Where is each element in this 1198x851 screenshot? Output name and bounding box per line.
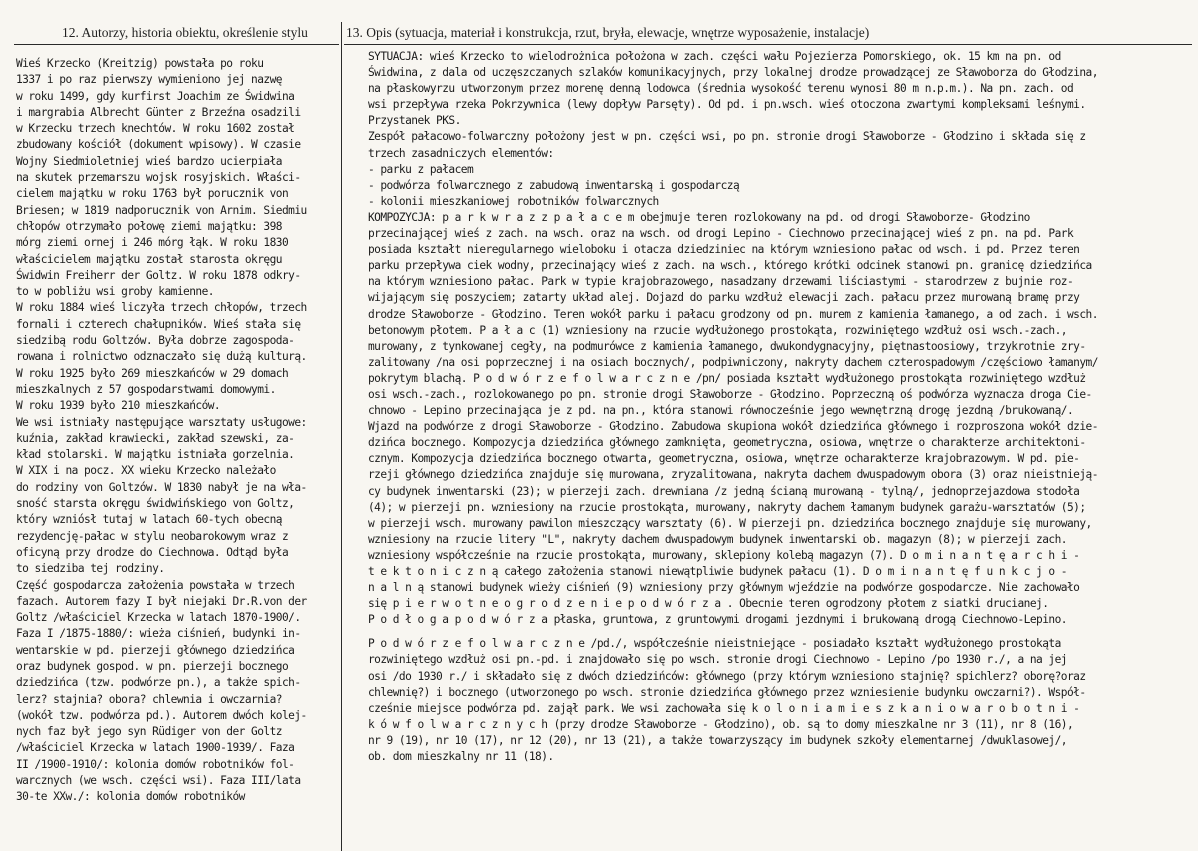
- text-line: rezydencję-pałac w stylu neobarokowym wraz z: [16, 529, 289, 543]
- history-paragraph: [16, 578, 338, 806]
- text-line: wsi przepływa rzeka Pokrzywnica (lewy dopływ Parsęty). Od pd. i pn.wsch. wieś otoczona zwartymi kompleksami leśnymi.: [368, 98, 1086, 112]
- text-line: fazach. Autorem fazy I był niejaki Dr.R.von der: [16, 594, 307, 608]
- text-line: Zespół pałacowo-folwarczny położony jest w pn. części wsi, po pn. stronie drogi Sławoborze - Głodzino i składa się z: [368, 130, 1086, 144]
- text-line: siedzibą rodu Goltzów. Była dobrze zagospoda-: [16, 334, 295, 348]
- text-line: cznym. Kompozycja dziedzińca bocznego otwarta, geometryczna, osiowa, wnętrze ocharakterze krajobrazowym. W pd. pie-: [368, 452, 1080, 466]
- text-line: trzech zasadniczych elementów:: [368, 146, 554, 160]
- text-line: w roku 1499, gdy kurfirst Joachim ze Świdwina: [16, 89, 295, 103]
- text-line: Wojny Siedmioletniej wieś bardzo ucierpiała: [16, 154, 282, 168]
- text-line: to siedziba tej rodziny.: [16, 562, 165, 576]
- left-column-header: 12. Autorzy, historia obiektu, określenie stylu: [62, 25, 308, 40]
- text-line: warcznych (we wsch. części wsi). Faza III/lata: [16, 774, 301, 788]
- text-line: cześnie miejsce podwórza pd. zajął park. We wsi zachowała się k o l o n i a m i e s z k a n i o w a r o b o t n i -: [368, 701, 1080, 715]
- text-line: /właściciel Krzecka w latach 1900-1939/. Faza: [16, 741, 295, 755]
- text-line: na skutek przemarszu wojsk rosyjskich. Właści-: [16, 171, 301, 185]
- text-line: sność starsta okręgu świdwińskiego von Goltz,: [16, 497, 295, 511]
- text-line: który wzniósł tutaj w latach 60-tych obecną: [16, 513, 282, 527]
- text-line: Część gospodarcza założenia powstała w trzech: [16, 578, 295, 592]
- text-line: nr 9 (19), nr 10 (17), nr 12 (20), nr 13 (21), a także towarzyszący im budynek szkoły elementarnej /dwuklasowej/,: [368, 733, 1067, 747]
- text-line: Świdwina, z dala od uczęszczanych szlaków komunikacyjnych, przy lokalnej drodze prowadzącej ze Sławoborza do Głodzina,: [368, 66, 1098, 80]
- text-line: wzniesiony na rzucie litery "L", nakryty dachem dwuspadowym budynek inwentarski ob. magazyn (8); w pierzeji zach.: [368, 532, 1067, 546]
- text-line: P o d w ó r z e f o l w a r c z n e /pd./, współcześnie nieistniejące - posiadało kształt wydłużonego prostokąta: [368, 637, 1061, 651]
- text-line: - podwórza folwarcznego z zabudową inwentarską i gospodarczą: [368, 178, 740, 192]
- text-line: II /1900-1910/: kolonia domów robotników fol-: [16, 757, 295, 771]
- history-paragraph: [16, 56, 338, 300]
- left-header-rule: [14, 44, 339, 45]
- text-line: P o d ł o g a p o d w ó r z a płaska, gruntowa, z gruntowymi drogami jezdnymi i brukowaną drogą Ciechnowo-Lepino.: [368, 613, 1067, 627]
- text-line: kład stolarski. W majątku istniała gorzelnia.: [16, 448, 295, 462]
- text-line: rzeji głównego dziedzińca znajduje się murowana, zryzalitowana, nakryta dachem dwuspadowym obora (3) oraz nieistnieją-: [368, 468, 1098, 482]
- history-text: [16, 56, 338, 806]
- text-line: w Krzecku trzech knechtów. W roku 1602 został: [16, 122, 295, 136]
- text-line: kuźnia, zakład krawiecki, zakład szewski, za-: [16, 431, 295, 445]
- text-line: to w pobliżu wsi groby kamienne.: [16, 285, 214, 299]
- description-paragraph: [368, 129, 1190, 209]
- text-line: osi /do 1930 r./ i składało się z dwóch dziedzińców: głównego (przy którym wzniesiono stajnię? spichlerz? oborę?oraz: [368, 669, 1086, 683]
- text-line: (wokół tzw. podwórza pd.). Autorem dwóch kolej-: [16, 708, 307, 722]
- text-line: w pierzeji wsch. murowany pawilon mieszczący warsztaty (6). W pierzeji pn. dziedzińca bocznego znajduje się murowany,: [368, 516, 1092, 530]
- text-line: oraz budynek gospod. w pn. pierzeji bocznego: [16, 659, 289, 673]
- text-line: SYTUACJA: wieś Krzecko to wielodrożnica położona w zach. części wału Pojezierza Pomorskiego, ok. 15 km na pn. od: [368, 50, 1061, 63]
- text-line: (4); w pierzeji pn. wzniesiony na rzucie prostokąta, murowany, nakryty dachem łamanym budynek garażu-warsztatów (5);: [368, 500, 1086, 514]
- text-line: Przystanek PKS.: [368, 114, 461, 128]
- text-line: mieszkalnych z 57 gospodarstwami domowymi.: [16, 382, 276, 396]
- text-line: Goltz /właściciel Krzecka w latach 1870-1900/.: [16, 611, 301, 625]
- history-paragraph: [16, 415, 338, 464]
- text-line: Faza I /1875-1880/: wieża ciśnień, budynki in-: [16, 627, 301, 641]
- text-line: 30-te XXw./: kolonia domów robotników: [16, 790, 245, 804]
- text-line: zalitowany /na osi poprzecznej i na osiach bocznych/, podpiwniczony, nakryty dachem czterospadowym /częściowo łamanym/: [368, 355, 1098, 369]
- text-line: rowana i rolnictwo odznaczało się dużą kulturą.: [16, 350, 307, 364]
- text-line: się p i e r w o t n e o g r o d z e n i e p o d w ó r z a . Obecnie teren ogrodzony płotem z siatki drucianej.: [368, 597, 1049, 611]
- text-line: posiada kształt nieregularnego wieloboku i otacza dziedziniec na którym wzniesiono pałac od wsch. i pd. Przez teren: [368, 243, 1080, 257]
- text-line: n a l n ą stanowi budynek wieży ciśnień (9) wzniesiony przy głównym wjeździe na podwórze gospodarcze. Nie zachowało: [368, 581, 1080, 595]
- right-column-header: 13. Opis (sytuacja, materiał i konstrukcja, rzut, bryła, elewacje, wnętrze wyposażenie, instalacje): [346, 25, 870, 40]
- text-line: mórg ziemi ornej i 246 mórg łąk. W roku 1830: [16, 236, 289, 250]
- text-line: Wieś Krzecko (Kreitzig) powstała po roku: [16, 57, 264, 70]
- text-line: KOMPOZYCJA: p a r k w r a z z p a ł a c e m obejmuje teren rozlokowany na pd. od drogi Sławoborze- Głodzino: [368, 210, 1030, 224]
- text-line: fornali i czterech chałupników. Wieś stała się: [16, 317, 301, 331]
- text-line: cielem majątku w roku 1763 był porucznik von: [16, 187, 289, 201]
- text-line: do rodziny von Goltzów. W 1830 nabył je na wła-: [16, 480, 307, 494]
- text-line: k ó w f o l w a r c z n y c h (przy drodze Sławoborze - Głodzino), ob. są to domy mieszkalne nr 3 (11), nr 8 (16),: [368, 717, 1074, 731]
- text-line: W roku 1939 było 210 mieszkańców.: [16, 399, 221, 413]
- description-paragraph: [368, 636, 1190, 765]
- text-line: We wsi istniały następujące warsztaty usługowe:: [16, 415, 307, 429]
- text-line: właścicielem majątku został starosta okręgu: [16, 252, 282, 266]
- text-line: zbudowany kościół (dokument wpisowy). W czasie: [16, 138, 301, 152]
- text-line: Briesen; w 1819 nadporucznik von Arnim. Siedmiu: [16, 203, 307, 217]
- text-line: - kolonii mieszkaniowej robotników folwarcznych: [368, 194, 659, 208]
- text-line: oficyną przy drodze do Ciechnowa. Odtąd była: [16, 545, 289, 559]
- text-line: lerz? stajnia? obora? chlewnia i owczarnia?: [16, 692, 282, 706]
- text-line: i margrabia Albrecht Günter z Brzeźna osadzili: [16, 105, 301, 119]
- text-line: t e k t o n i c z n ą całego założenia stanowi niewątpliwie budynek pałacu (1). D o m i n a n t ę f u n k c j o -: [368, 565, 1067, 578]
- text-line: W roku 1884 wieś liczyła trzech chłopów, trzech: [16, 301, 307, 315]
- text-line: na którym wzniesiono pałac. Park w typie krajobrazowego, nasadzany drzewami liściastymi - starodrzew z bujnie roz-: [368, 275, 1074, 289]
- text-line: Świdwin Freiherr der Goltz. W roku 1878 odkry-: [16, 268, 301, 282]
- text-line: nych faz był jego syn Rüdiger von der Goltz: [16, 725, 282, 739]
- text-line: chlewnię?) i bocznego (utworzonego po wsch. stronie dziedzińca głównego przez wzniesienie budynku owczarni?). Współ-: [368, 685, 1086, 699]
- text-line: betonowym płotem. P a ł a c (1) wzniesiony na rzucie wydłużonego prostokąta, rozwiniętego wzdłuż osi wsch.-zach.,: [368, 323, 1067, 337]
- text-line: - parku z pałacem: [368, 162, 474, 176]
- text-line: W XIX i na pocz. XX wieku Krzecko należało: [16, 464, 276, 478]
- text-line: wzniesiony współcześnie na rzucie prostokąta, murowany, sklepiony kolebą magazyn (7). D o m i n a n t ę a r c h i -: [368, 548, 1080, 562]
- text-line: przecinającej wieś z zach. na wsch. oraz na wsch. od drogi Lepino - Ciechnowo przecinającej wieś z pn. na pd. Park: [368, 227, 1074, 241]
- text-line: pokrytym blachą. P o d w ó r z e f o l w a r c z n e /pn/ posiada kształt wydłużonego prostokąta rozwiniętego wzdłuż: [368, 371, 1086, 385]
- history-paragraph: [16, 463, 338, 577]
- text-line: murowany, z tynkowanej cegły, na podmurówce z kamienia łamanego, dwukondygnacyjny, piętnastoosiowy, trzykrotnie zry-: [368, 339, 1086, 353]
- text-line: 1337 i po raz pierwszy wymieniono jej nazwę: [16, 73, 282, 87]
- text-line: wijającym się poszyciem; zatarty układ alej. Dojazd do parku wzdłuż elewacji zach. pałacu przez murowaną bramę przy: [368, 291, 1080, 305]
- history-paragraph: [16, 300, 338, 414]
- text-line: chnowo - Lepino przecinająca je z pd. na pn., która stanowi równocześnie jego wewnętrzną drogę jezdną /brukowaną/.: [368, 404, 1074, 418]
- text-line: Wjazd na podwórze z drogi Sławoborze - Głodzino. Zabudowa skupiona wokół dziedzińca głównego i rozproszona wokół dzie-: [368, 420, 1098, 434]
- text-line: dzińca bocznego. Kompozycja dziedzińca głównego zamknięta, geometryczna, osiowa, wnętrze o charakterze architektoni-: [368, 436, 1086, 450]
- text-line: chłopów otrzymało połowę ziemi majątku: 398: [16, 219, 282, 233]
- text-line: parku przepływa ciek wodny, przecinający wieś z zach. na wsch., którego krótki odcinek stanowi pn. granicę dziedzińca: [368, 259, 1092, 273]
- text-line: wentarskie w pd. pierzeji głównego dziedzińca: [16, 643, 295, 657]
- text-line: ob. dom mieszkalny nr 11 (18).: [368, 750, 554, 764]
- text-line: dziedzińca (tzw. podwórze pn.), a także spich-: [16, 676, 301, 690]
- text-line: osi wsch.-zach., rozlokowanego po pn. stronie drogi Sławoborze - Głodzino. Poprzeczną oś podwórza wyznacza droga Cie-: [368, 387, 1092, 401]
- description-text: [368, 49, 1190, 765]
- text-line: drodze Sławoborze - Głodzino. Teren wokół parku i pałacu grodzony od pn. murem z kamienia łamanego, a od zach. i wsch.: [368, 307, 1098, 321]
- text-line: W roku 1925 było 269 mieszkańców w 29 domach: [16, 366, 289, 380]
- description-paragraph: [368, 49, 1190, 129]
- column-divider: [341, 22, 342, 851]
- text-line: na płaskowyrzu utworzonym przez morenę denną lodowca (średnia wysokość terenu wynosi 80 m n.p.m.). Na pn. zach. od: [368, 82, 1074, 96]
- text-line: cy budynek inwentarski (23); w pierzeji zach. drewniana /z jedną ścianą murowaną - tylną/, jednoprzejazdowa stodoła: [368, 484, 1080, 498]
- description-paragraph: [368, 210, 1190, 628]
- right-header-rule: [344, 44, 1192, 45]
- text-line: rozwiniętego wzdłuż osi pn.-pd. i znajdowało się po wsch. stronie drogi Ciechnowo - Lepino /po 1930 r./, a na jej: [368, 653, 1067, 667]
